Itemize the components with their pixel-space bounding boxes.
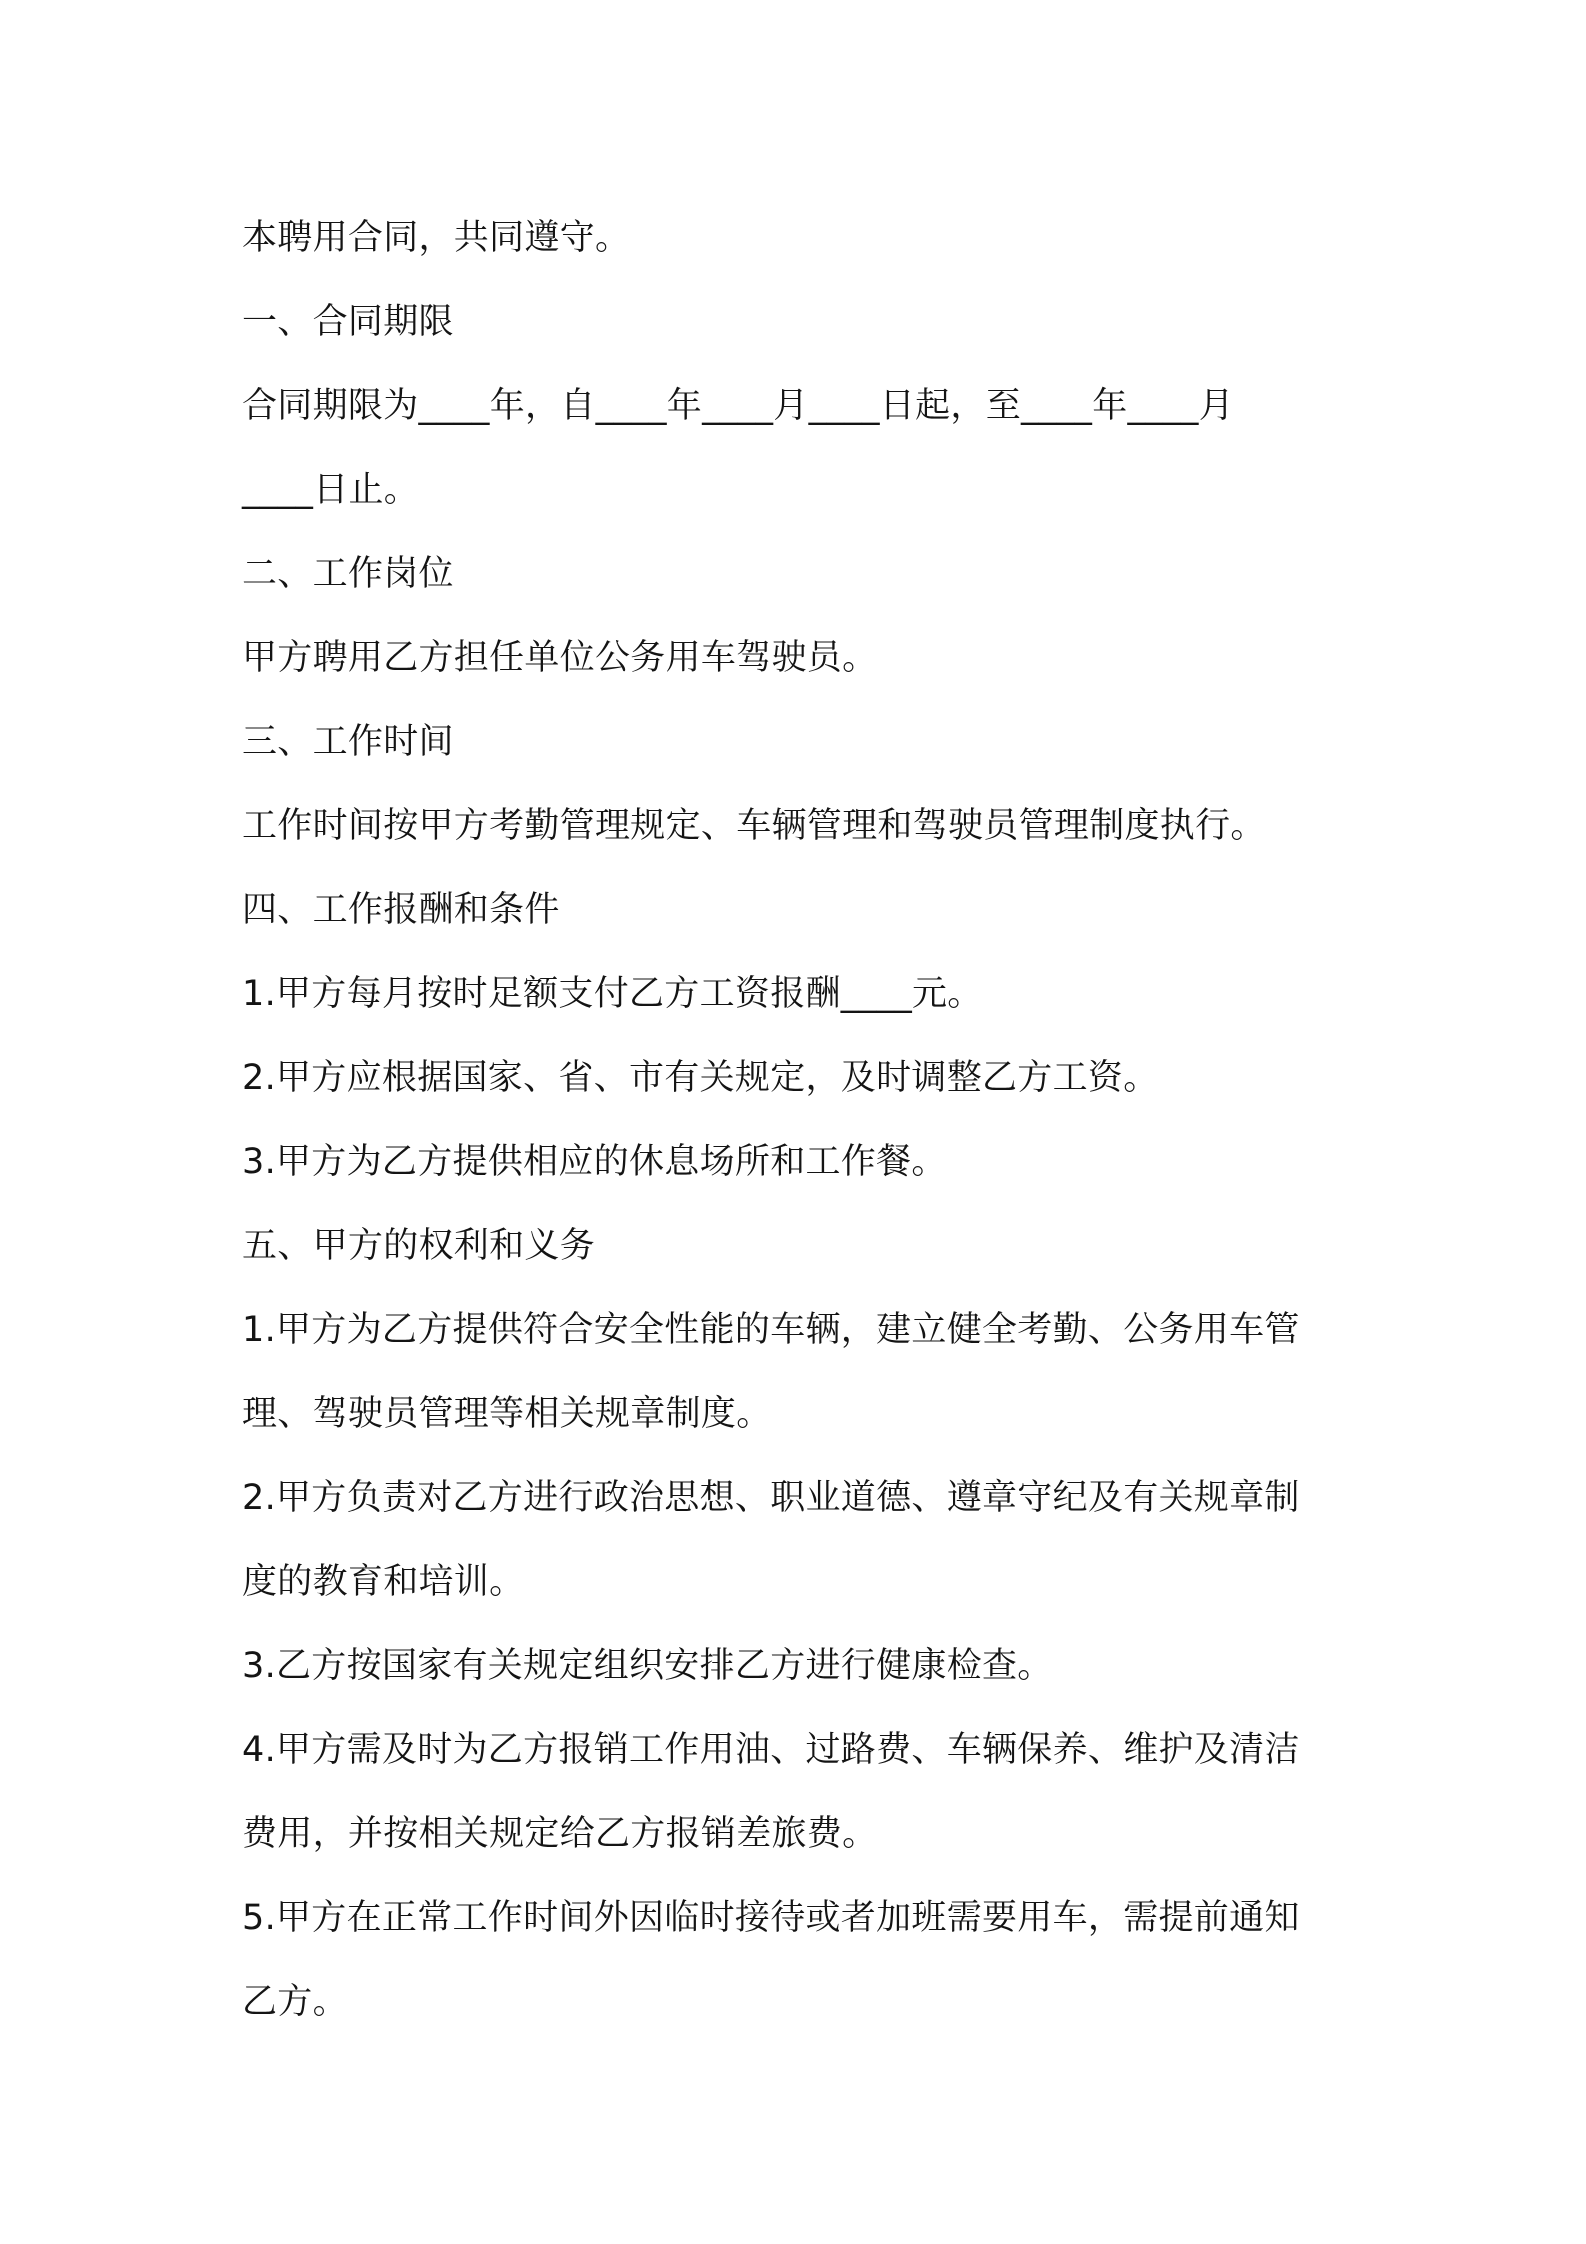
text-line: 本聘用合同，共同遵守。 [242,218,631,258]
text-line: 合同期限为____年，自____年____月____日起，至____年____月 [242,386,1235,426]
text-line: 工作时间按甲方考勤管理规定、车辆管理和驾驶员管理制度执行。 [242,806,1266,846]
list-item-continuation: 费用，并按相关规定给乙方报销差旅费。 [242,1814,878,1854]
text-line: ____日止。 [242,470,420,510]
list-item-continuation: 理、驾驶员管理等相关规章制度。 [242,1394,772,1434]
section-heading: 五、甲方的权利和义务 [242,1226,596,1266]
list-item: 3.甲方为乙方提供相应的休息场所和工作餐。 [242,1142,947,1182]
section-heading: 四、工作报酬和条件 [242,890,560,930]
list-item: 2.甲方应根据国家、省、市有关规定，及时调整乙方工资。 [242,1058,1159,1098]
section-heading: 三、工作时间 [242,722,454,762]
list-item: 5.甲方在正常工作时间外因临时接待或者加班需要用车，需提前通知 [242,1898,1300,1938]
list-item: 2.甲方负责对乙方进行政治思想、职业道德、遵章守纪及有关规章制 [242,1478,1300,1518]
list-item: 1.甲方为乙方提供符合安全性能的车辆，建立健全考勤、公务用车管 [242,1310,1300,1350]
list-item: 4.甲方需及时为乙方报销工作用油、过路费、车辆保养、维护及清洁 [242,1730,1300,1770]
text-line: 甲方聘用乙方担任单位公务用车驾驶员。 [242,638,878,678]
list-item: 3.乙方按国家有关规定组织安排乙方进行健康检查。 [242,1646,1053,1686]
section-heading: 一、合同期限 [242,302,454,342]
section-heading: 二、工作岗位 [242,554,454,594]
list-item: 1.甲方每月按时足额支付乙方工资报酬____元。 [242,974,983,1014]
list-item-continuation: 度的教育和培训。 [242,1562,525,1602]
list-item-continuation: 乙方。 [242,1982,348,2022]
document-body [242,196,1362,2044]
